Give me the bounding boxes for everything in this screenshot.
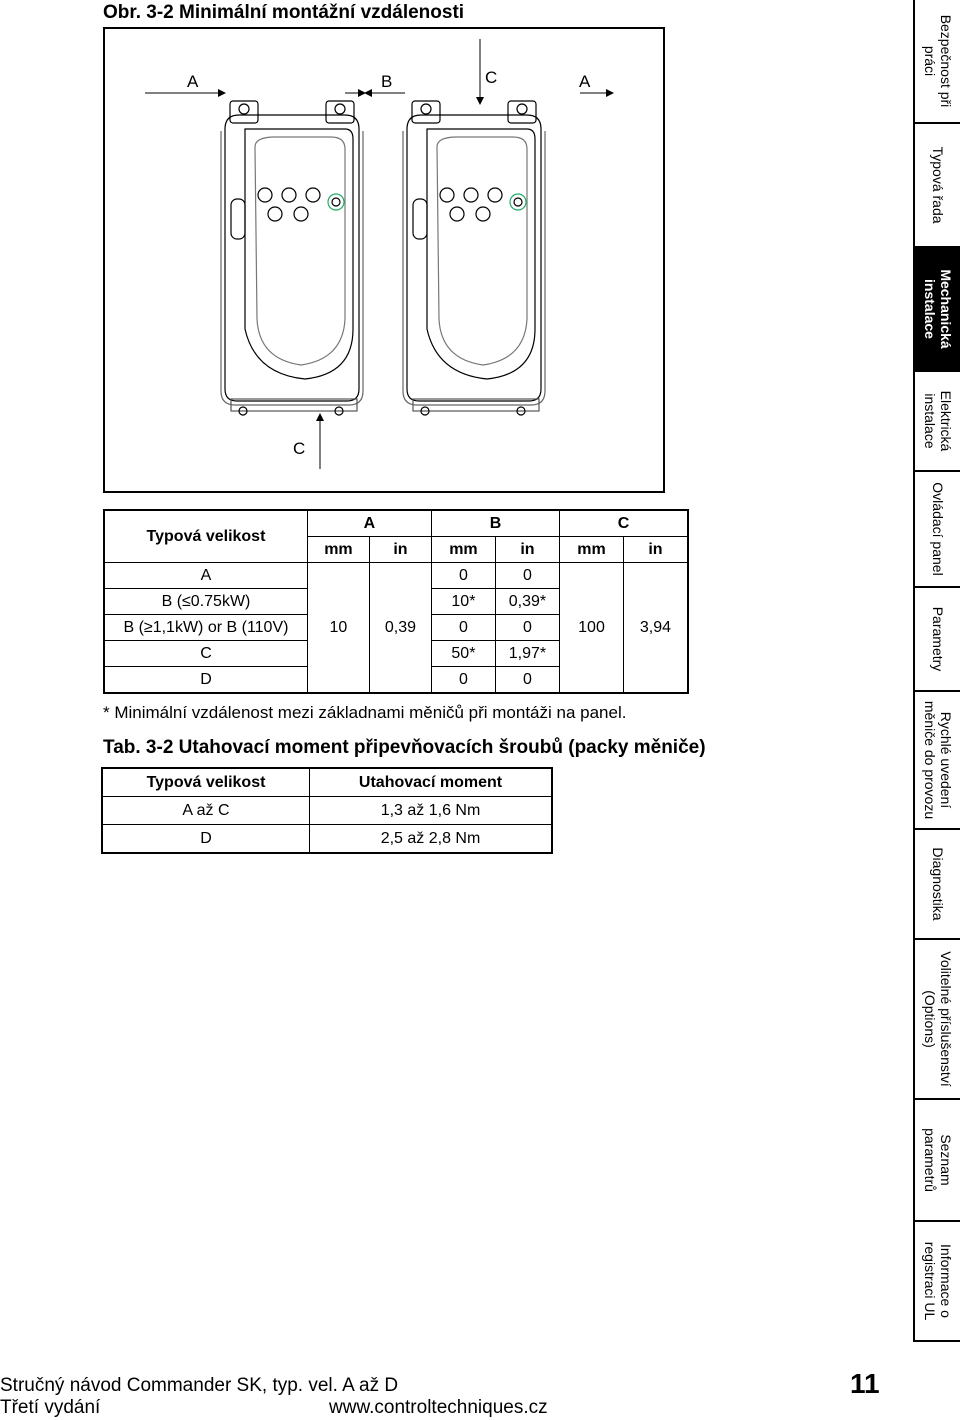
cell-b-in: 0,39* — [495, 589, 559, 615]
label-b: B — [381, 72, 393, 91]
cell-b-mm: 0 — [431, 667, 495, 694]
header-size: Typová velikost — [104, 510, 307, 563]
header-b: B — [431, 510, 559, 537]
sidebar-item-volitelne-prislusenstvi[interactable]: Volitelné příslušenství (Options) — [915, 940, 960, 1100]
cell-b-in: 0 — [495, 563, 559, 589]
sidebar-item-rychle-uvedeni[interactable]: Rychlé uvedení měniče do provozu — [915, 692, 960, 830]
footer-line1: Stručný návod Commander SK, typ. vel. A až D — [0, 1375, 399, 1396]
sidebar-item-elektricka-instalace[interactable]: Elektrická instalace — [915, 372, 960, 472]
mounting-figure — [103, 27, 665, 493]
table-note: * Minimální vzdálenost mezi základnami měničů při montáži na panel. — [103, 703, 627, 722]
drive-left — [221, 101, 363, 415]
label-c-top: C — [485, 68, 498, 87]
unit-c-in: in — [623, 537, 688, 563]
footer-line2: Třetí vydání — [0, 1397, 101, 1418]
sidebar-item-mechanicka-instalace[interactable]: Mechanická instalace — [915, 248, 960, 372]
clearance-table — [103, 509, 689, 694]
drive-drawing — [105, 29, 667, 495]
row-torque: 2,5 až 2,8 Nm — [310, 825, 553, 854]
header-c: C — [560, 510, 688, 537]
label-a-left: A — [187, 72, 199, 91]
header-torque: Utahovací moment — [310, 768, 553, 797]
cell-c-in: 3,94 — [623, 563, 688, 694]
sidebar-item-diagnostika[interactable]: Diagnostika — [915, 830, 960, 940]
cell-a-in: 0,39 — [369, 563, 431, 694]
row-torque: 1,3 až 1,6 Nm — [310, 797, 553, 825]
cell-b-mm: 50* — [431, 641, 495, 667]
unit-c-mm: mm — [560, 537, 624, 563]
row-size: A až C — [102, 797, 310, 825]
row-size: D — [102, 825, 310, 854]
cell-b-mm: 0 — [431, 615, 495, 641]
cell-b-mm: 10* — [431, 589, 495, 615]
sidebar-item-informace-ul[interactable]: Informace o registraci UL — [921, 1241, 954, 1321]
label-a-right: A — [579, 72, 591, 91]
cell-c-mm: 100 — [560, 563, 624, 694]
row-size: D — [104, 667, 307, 694]
sidebar-item-ovladaci-panel[interactable]: Ovládací panel — [915, 472, 960, 588]
label-c-bottom: C — [293, 439, 306, 458]
sidebar-item-typova-rada[interactable]: Typová řada — [915, 124, 960, 248]
page-number: 11 — [850, 1368, 880, 1399]
row-size: A — [104, 563, 307, 589]
cell-b-in: 0 — [495, 667, 559, 694]
sidebar-item-seznam-parametru[interactable]: Seznam parametrů — [915, 1100, 960, 1222]
drive-right — [403, 101, 545, 415]
sidebar-item-parametry[interactable]: Parametry — [915, 588, 960, 692]
unit-b-in: in — [495, 537, 559, 563]
unit-a-in: in — [369, 537, 431, 563]
figure-title: Obr. 3-2 Minimální montážní vzdálenosti — [103, 2, 465, 23]
unit-b-mm: mm — [431, 537, 495, 563]
torque-table — [101, 767, 553, 854]
header-a: A — [307, 510, 431, 537]
cell-b-in: 1,97* — [495, 641, 559, 667]
unit-a-mm: mm — [307, 537, 369, 563]
table2-title: Tab. 3-2 Utahovací moment připevňovacích šroubů (packy měniče) — [103, 737, 706, 758]
row-size: B (≤0.75kW) — [104, 589, 307, 615]
cell-b-in: 0 — [495, 615, 559, 641]
row-size: B (≥1,1kW) or B (110V) — [104, 615, 307, 641]
header-size: Typová velikost — [102, 768, 310, 797]
row-size: C — [104, 641, 307, 667]
sidebar-item-bezpecnost[interactable]: Bezpečnost při práci — [915, 0, 960, 124]
footer-url[interactable]: www.controltechniques.cz — [329, 1397, 548, 1418]
chapter-sidebar — [913, 0, 960, 1342]
cell-a-mm: 10 — [307, 563, 369, 694]
cell-b-mm: 0 — [431, 563, 495, 589]
